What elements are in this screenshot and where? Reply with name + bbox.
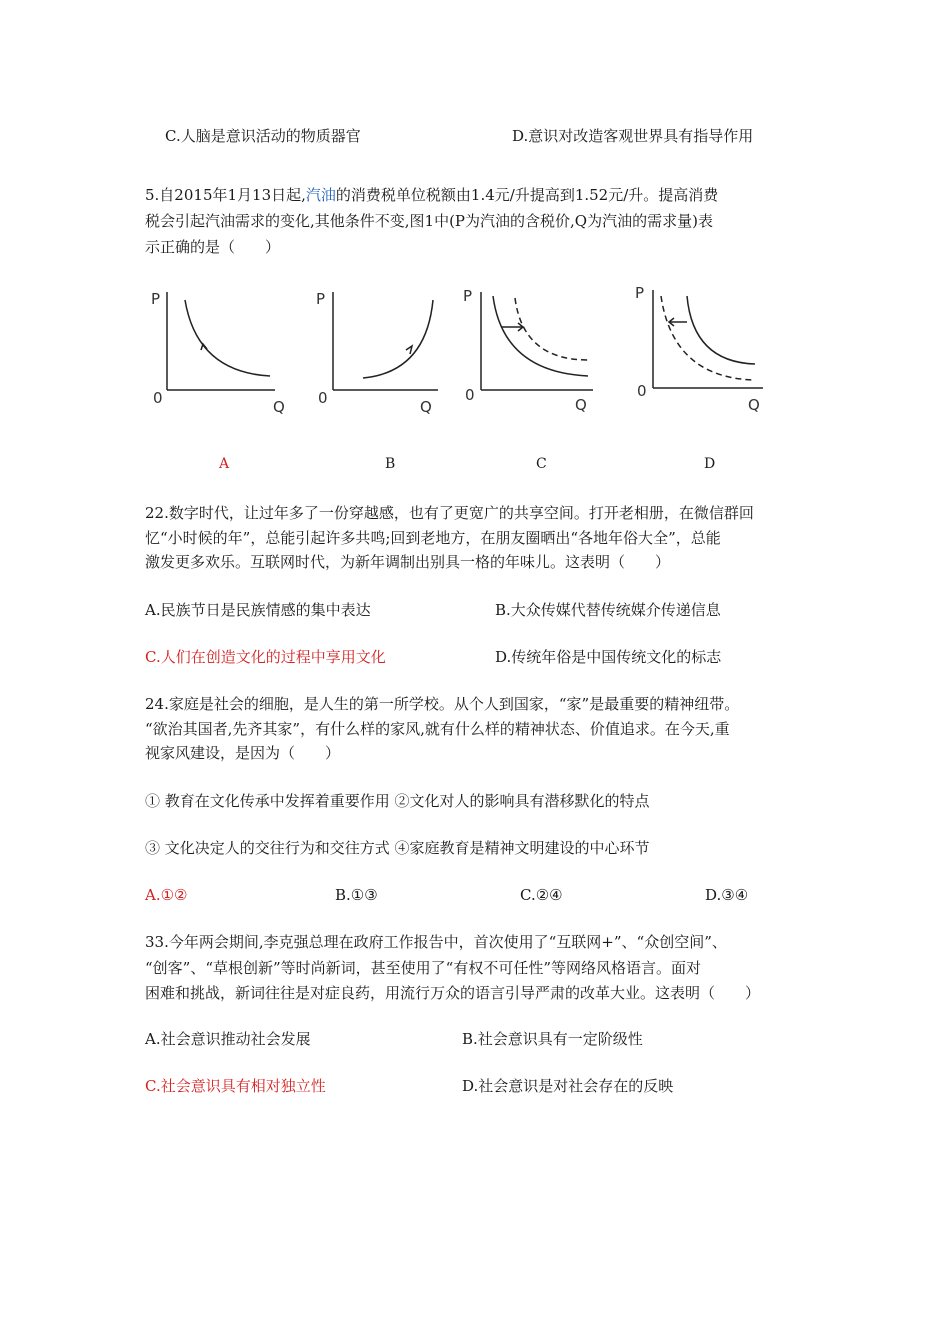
q22-stem-line1: 22.数字时代，让过年多了一份穿越感，也有了更宽广的共享空间。打开老相册，在微信群回: [145, 504, 754, 522]
graph-b-q-label: Q: [420, 398, 432, 416]
graph-c-p-label: P: [463, 287, 473, 305]
q22-option-c: C.人们在创造文化的过程中享用文化: [145, 648, 386, 666]
q33-option-a: A.社会意识推动社会发展: [145, 1030, 311, 1048]
q5-stem-part2: 的消费税单位税额由1.4元/升提高到1.52元/升。提高消费: [335, 186, 719, 204]
demand-graphs: [145, 282, 785, 422]
q5-stem-part1: 5.自2015年1月13日起,: [145, 186, 306, 204]
graph-a-p-label: P: [151, 290, 161, 308]
q33-stem-line2: “创客”、“草根创新”等时尚新词，甚至使用了“有权不可任性”等网络风格语言。面对: [145, 959, 702, 977]
q33-option-d: D.社会意识是对社会存在的反映: [462, 1077, 674, 1095]
q24-option-a: A.①②: [145, 886, 188, 904]
q33-option-b: B.社会意识具有一定阶级性: [462, 1030, 643, 1048]
graph-c: [463, 282, 593, 422]
q5-stem-line3: 示正确的是（ ）: [145, 238, 281, 256]
graph-d-p-label: P: [635, 284, 645, 302]
graph-d-origin-label: 0: [637, 382, 647, 400]
graph-b-p-label: P: [316, 290, 326, 308]
q24-stem-line1: 24.家庭是社会的细胞，是人生的第一所学校。从个人到国家，“家”是最重要的精神纽带。: [145, 695, 740, 713]
q22-option-b: B.大众传媒代替传统媒介传递信息: [495, 601, 721, 619]
q24-stem-line3: 视家风建设，是因为（ ）: [145, 744, 341, 762]
q33-stem-line1: 33.今年两会期间,李克强总理在政府工作报告中，首次使用了“互联网+”、“众创空间”、: [145, 933, 727, 951]
q24-option-c: C.②④: [520, 886, 563, 904]
graph-a-origin-label: 0: [153, 389, 163, 407]
q24-option-b: B.①③: [335, 886, 378, 904]
q22-option-a: A.民族节日是民族情感的集中表达: [145, 601, 371, 619]
graph-c-origin-label: 0: [465, 386, 475, 404]
q33-option-c: C.社会意识具有相对独立性: [145, 1077, 326, 1095]
graph-a-figure: [145, 282, 275, 422]
q22-option-d: D.传统年俗是中国传统文化的标志: [495, 648, 722, 666]
q24-items-line2: ③ 文化决定人的交往行为和交往方式 ④家庭教育是精神文明建设的中心环节: [145, 839, 650, 857]
graph-a-q-label: Q: [273, 398, 285, 416]
graph-c-figure: [463, 282, 593, 422]
q5-choice-d: D: [704, 456, 716, 472]
q22-stem-line2: 忆“小时候的年”，总能引起许多共鸣;回到老地方，在朋友圈晒出“各地年俗大全”，总能: [145, 529, 721, 547]
prev-option-d: D.意识对改造客观世界具有指导作用: [512, 127, 754, 145]
graph-b: [308, 282, 438, 422]
q33-stem-line3: 困难和挑战，新词往往是对症良药，用流行万众的语言引导严肃的改革大业。这表明（ ）: [145, 984, 761, 1002]
graph-d: [633, 282, 763, 422]
q5-choice-b: B: [385, 456, 396, 472]
graph-a: [145, 282, 285, 422]
q5-choice-a: A: [219, 456, 230, 472]
q24-stem-line2: “欲治其国者,先齐其家”，有什么样的家风,就有什么样的精神状态、价值追求。在今天,重: [145, 720, 730, 738]
q22-stem-line3: 激发更多欢乐。互联网时代，为新年调制出别具一格的年味儿。这表明（ ）: [145, 553, 671, 571]
prev-option-c: C.人脑是意识活动的物质器官: [165, 127, 361, 145]
q5-choice-c: C: [536, 456, 547, 472]
graph-c-q-label: Q: [575, 396, 587, 414]
graph-d-figure: [633, 282, 763, 422]
q5-stem-line1: [145, 185, 718, 205]
graph-d-q-label: Q: [748, 396, 760, 414]
q24-items-line1: ① 教育在文化传承中发挥着重要作用 ②文化对人的影响具有潜移默化的特点: [145, 792, 650, 810]
q24-option-d: D.③④: [705, 886, 749, 904]
gasoline-link[interactable]: 汽油: [305, 186, 336, 204]
q5-stem-line2: 税会引起汽油需求的变化,其他条件不变,图1中(P为汽油的含税价,Q为汽油的需求量)表: [145, 212, 713, 230]
graph-b-origin-label: 0: [318, 389, 328, 407]
